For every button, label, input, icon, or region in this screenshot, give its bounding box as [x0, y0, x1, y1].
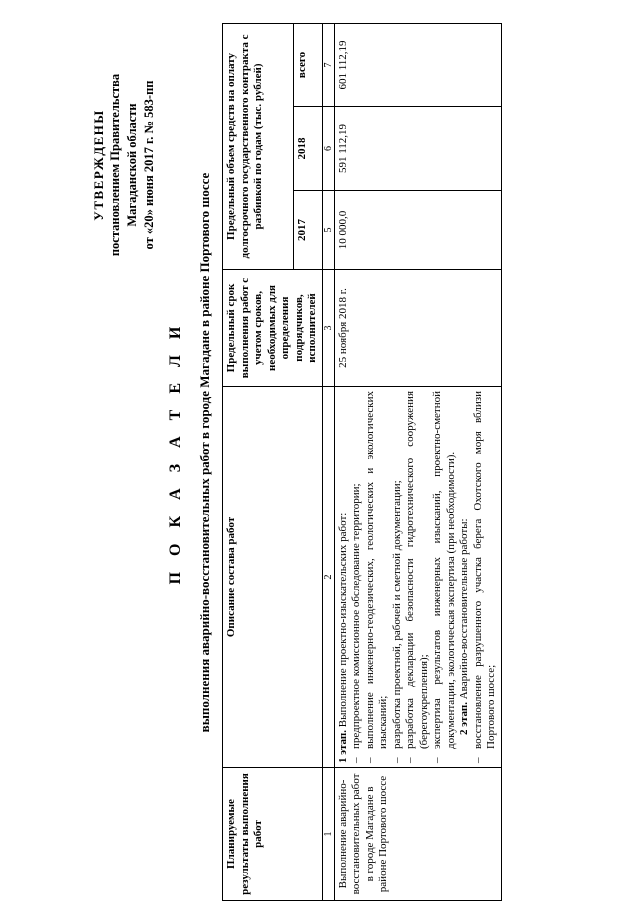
stage-2-label: 2 этап. — [458, 702, 470, 735]
table-header-row — [223, 23, 294, 900]
column-number: 2 — [322, 387, 334, 768]
cell-amount-2017: 10 000,0 — [334, 191, 501, 270]
work-item-text: экспертиза результатов инженерных изысканий, проектно-сметной документации, экологическая экспертиза (при необходимости). — [431, 391, 457, 749]
stage-1-label: 1 этап. — [336, 730, 349, 763]
indicators-table — [222, 23, 502, 901]
work-item — [364, 391, 391, 763]
work-item — [431, 391, 458, 763]
column-number-row — [322, 23, 334, 900]
dash-marker: – — [350, 757, 362, 763]
header-year-2017: 2017 — [293, 191, 322, 270]
stage-1-line — [337, 391, 351, 763]
approval-heading: УТВЕРЖДЕНЫ — [91, 109, 106, 221]
work-item-text: восстановление разрушенного участка берега Охотского моря вблизи Портового шоссе; — [471, 391, 497, 749]
work-item — [404, 391, 431, 763]
dash-marker: – — [431, 757, 443, 763]
work-item-text: разработка проектной, рабочей и сметной документации; — [390, 480, 403, 749]
approval-line-2: Магаданской области — [125, 103, 139, 227]
column-number: 6 — [322, 107, 334, 191]
header-funding: Предельный объем средств на оплату долгосрочного государственного контракта с разбивкой по годам (тыс. рублей) — [223, 23, 294, 269]
cell-amount-2018: 591 112,19 — [334, 107, 501, 191]
cell-total: 601 112,19 — [334, 23, 501, 106]
dash-marker: – — [363, 757, 376, 763]
dash-marker: – — [471, 757, 484, 763]
work-item — [350, 391, 364, 763]
cell-result: Выполнение аварийно-восстановительных работ в городе Магадане в районе Портового шоссе — [334, 768, 501, 901]
stage-2-text: Аварийно-восстановительные работы: — [458, 518, 470, 700]
table-row — [334, 23, 501, 900]
column-number: 5 — [322, 191, 334, 270]
work-item-text: выполнение инженерно-геодезических, геологических и экологических изысканий; — [363, 391, 389, 749]
approval-line-3: от «20» июня 2017 г. № 583-пп — [142, 80, 156, 250]
header-deadline: Предельный срок выполнения работ с учетом сроков, необходимых для определения подрядчиков, исполнителей — [223, 270, 323, 387]
document-subtitle: выполнения аварийно-восстановительных работ в городе Магадане в районе Портового шоссе — [197, 172, 212, 733]
stage-1-text: Выполнение проектно-изыскательских работ: — [336, 512, 349, 728]
stage-2-line — [458, 391, 472, 763]
cell-deadline: 25 ноября 2018 г. — [334, 270, 501, 387]
work-item-text: разработка декларации безопасности гидротехнического сооружения (берегоукрепления); — [404, 391, 430, 749]
work-item — [391, 391, 405, 763]
dash-marker: – — [390, 757, 403, 763]
header-results: Планируемые результаты выполнения работ — [223, 768, 323, 901]
header-total: всего — [293, 23, 322, 106]
dash-marker: – — [404, 757, 416, 763]
header-year-2018: 2018 — [293, 107, 322, 191]
column-number: 7 — [322, 23, 334, 106]
header-description: Описание состава работ — [223, 387, 323, 768]
approval-line-1: постановлением Правительства — [108, 73, 122, 257]
approval-stamp — [90, 15, 158, 315]
work-item — [472, 391, 499, 763]
column-number: 3 — [322, 270, 334, 387]
document-title: П О К А З А Т Е Л И — [167, 320, 184, 585]
work-item-text: предпроектное комиссионное обследование территории; — [350, 483, 362, 749]
column-number: 1 — [322, 768, 334, 901]
cell-description — [334, 387, 501, 768]
